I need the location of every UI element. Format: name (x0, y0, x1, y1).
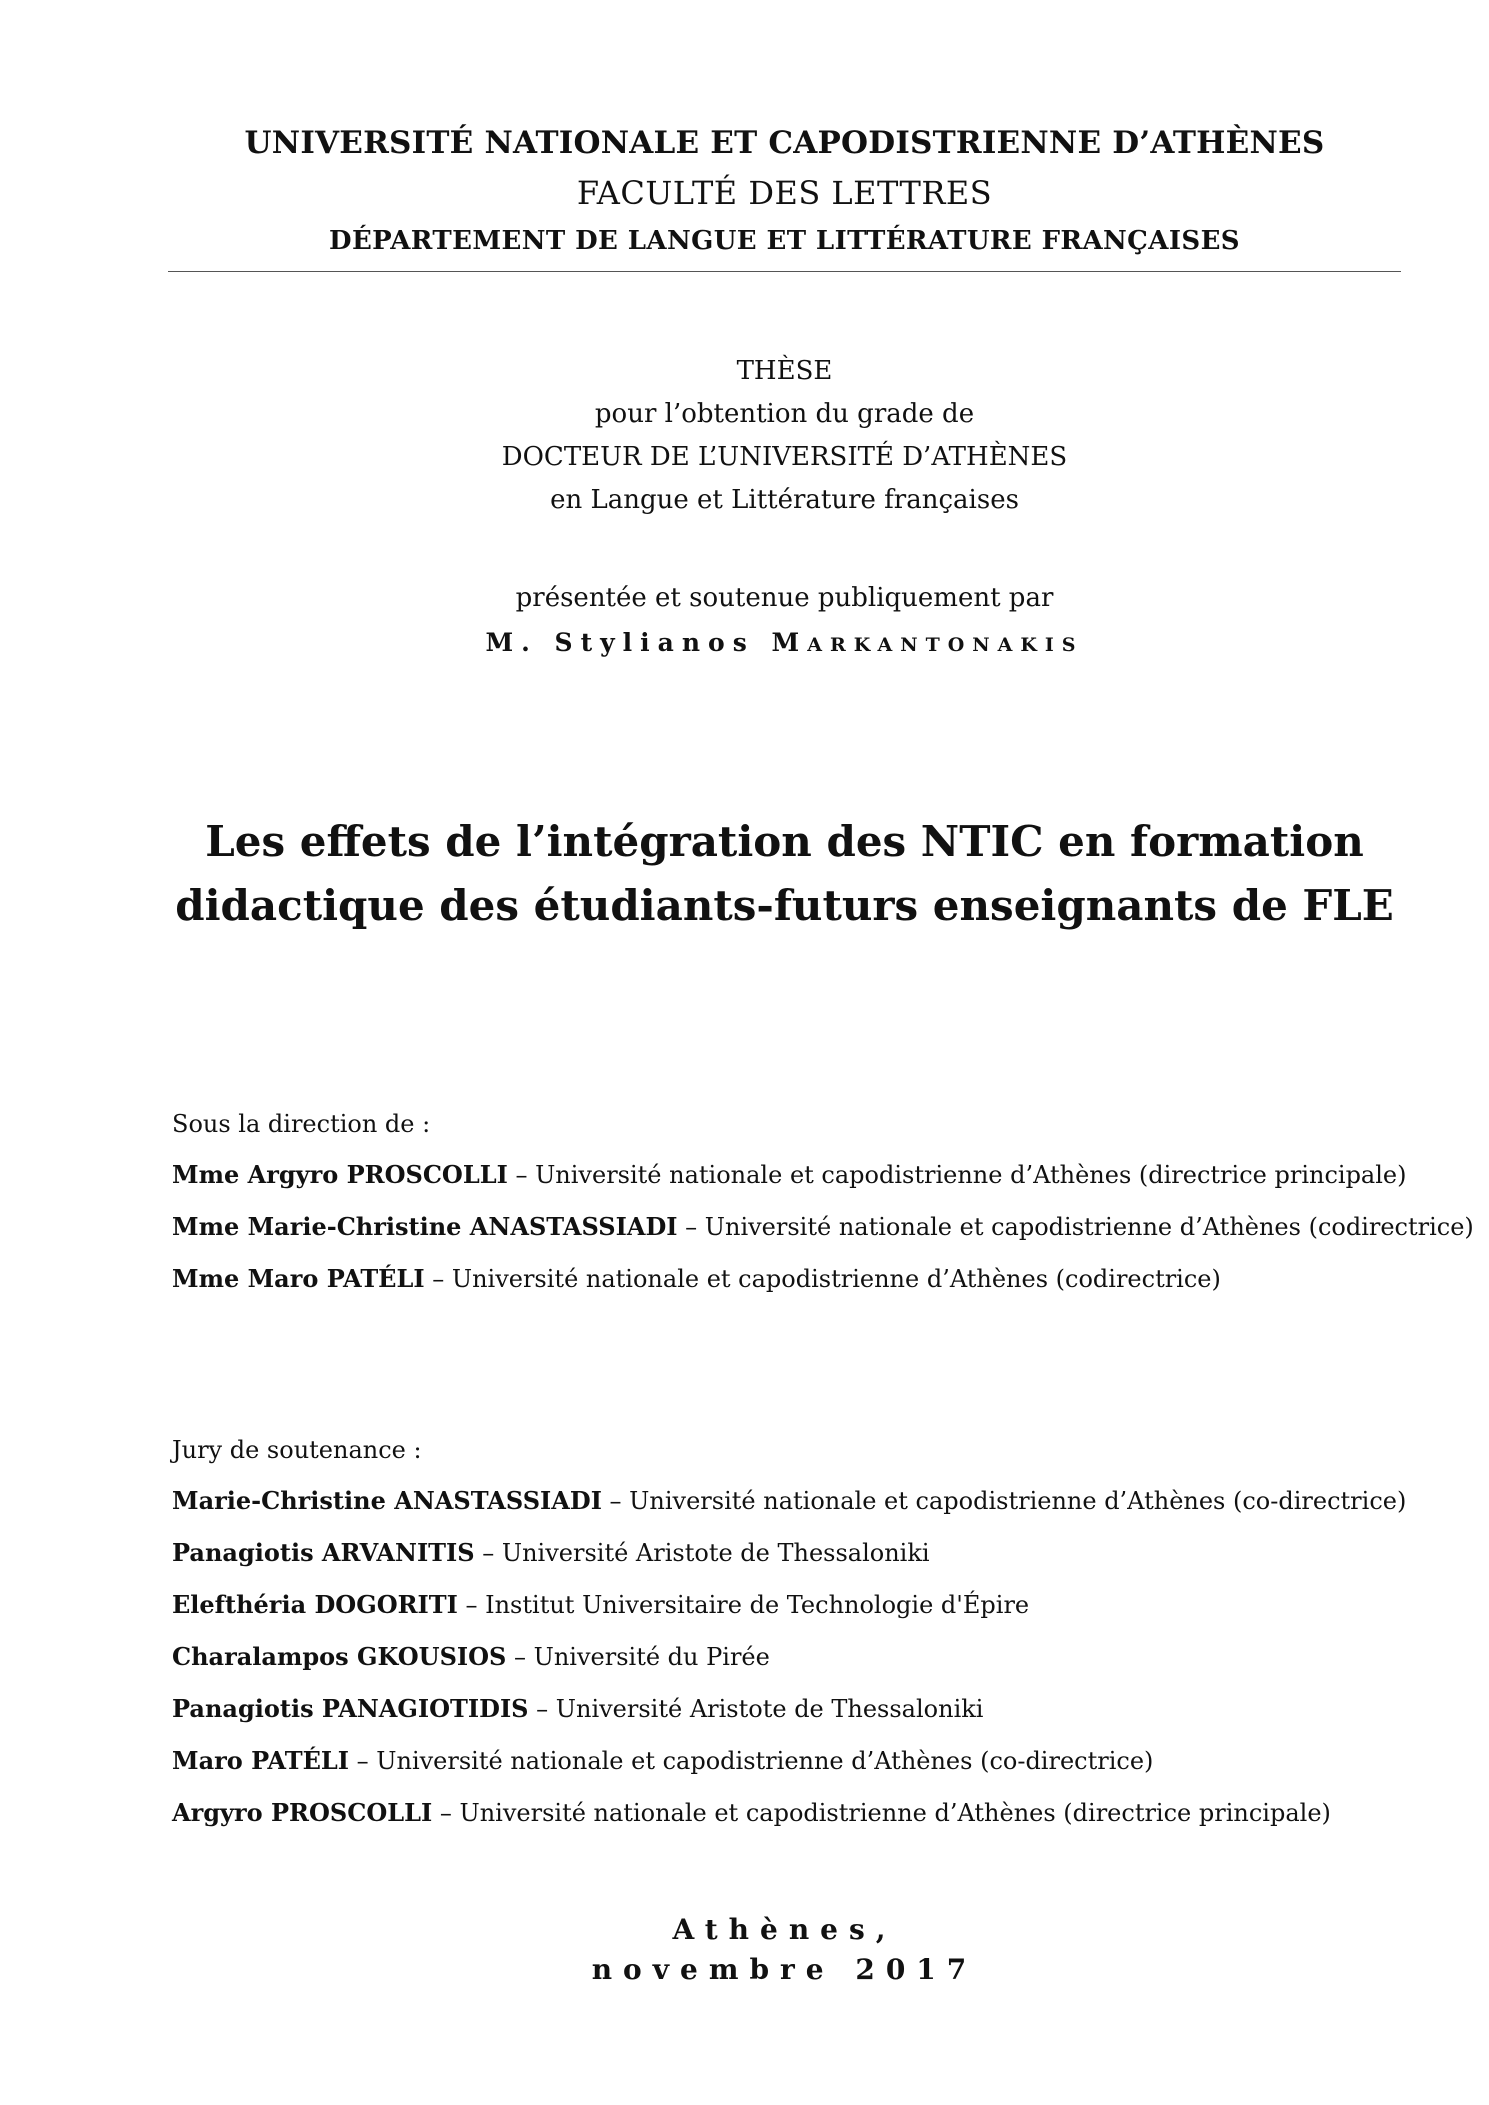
title-line-2: didactique des étudiants-futurs enseignants de FLE (175, 881, 1394, 930)
title-line-1: Les effets de l’intégration des NTIC en formation (205, 817, 1364, 866)
faculty-name: FACULTÉ DES LETTRES (576, 174, 993, 212)
member-affiliation: – Université nationale et capodistrienne d’Athènes (co-directrice) (349, 1747, 1154, 1775)
list-item (172, 1579, 1432, 1631)
member-affiliation: – Université Aristote de Thessaloniki (528, 1695, 984, 1723)
member-name: Panagiotis ARVANITIS (172, 1538, 475, 1567)
member-name: Mme Argyro PROSCOLLI (172, 1160, 508, 1189)
author-name (168, 620, 1401, 668)
direction-label: Sous la direction de : (172, 1110, 431, 1138)
direction-section (172, 1104, 1474, 1305)
list-item (172, 1201, 1474, 1253)
jury-label: Jury de soutenance : (172, 1436, 422, 1464)
member-name: Elefthéria DOGORITI (172, 1590, 458, 1619)
member-name: Panagiotis PANAGIOTIDIS (172, 1694, 529, 1723)
thesis-field: en Langue et Littérature françaises (550, 485, 1019, 515)
member-name: Mme Maro PATÉLI (172, 1264, 425, 1293)
author-prefix: M. Stylianos (485, 628, 755, 657)
presented-by: présentée et soutenue publiquement par (515, 583, 1054, 613)
header-divider (168, 271, 1401, 272)
member-affiliation: – Université du Pirée (506, 1643, 770, 1671)
date: novembre 2017 (591, 1953, 978, 1986)
thesis-degree: DOCTEUR DE L’UNIVERSITÉ D’ATHÈNES (501, 442, 1068, 472)
list-item (172, 1527, 1432, 1579)
author-surname-initial: M (771, 628, 808, 657)
list-item (172, 1475, 1432, 1527)
thesis-info (168, 350, 1401, 522)
presentation-info (168, 577, 1401, 668)
member-affiliation: – Institut Universitaire de Technologie d'Épire (457, 1591, 1030, 1619)
list-item (172, 1735, 1432, 1787)
place: Athènes, (672, 1913, 897, 1946)
list-item (172, 1149, 1432, 1201)
list-item (172, 1787, 1432, 1839)
member-affiliation: – Université nationale et capodistrienne d’Athènes (directrice principale) (507, 1161, 1407, 1189)
member-name: Argyro PROSCOLLI (172, 1798, 433, 1827)
thesis-title (168, 810, 1401, 938)
member-name: Mme Marie-Christine ANASTASSIADI (172, 1212, 678, 1241)
department-name: DÉPARTEMENT DE LANGUE ET LITTÉRATURE FRANÇAISES (329, 226, 1240, 256)
thesis-type: THÈSE (736, 356, 833, 386)
list-item (172, 1631, 1432, 1683)
member-affiliation: – Université nationale et capodistrienne d’Athènes (codirectrice) (424, 1265, 1221, 1293)
member-affiliation: – Université Aristote de Thessaloniki (474, 1539, 930, 1567)
member-affiliation: – Université nationale et capodistrienne d’Athènes (co-directrice) (601, 1487, 1407, 1515)
member-affiliation: – Université nationale et capodistrienne d’Athènes (directrice principale) (432, 1799, 1331, 1827)
author-surname-rest: ARKANTONAKIS (807, 634, 1084, 656)
jury-section (172, 1430, 1432, 1839)
member-affiliation: – Université nationale et capodistrienne d’Athènes (codirectrice) (677, 1213, 1474, 1241)
university-name: UNIVERSITÉ NATIONALE ET CAPODISTRIENNE D’ATHÈNES (244, 125, 1325, 161)
member-name: Marie-Christine ANASTASSIADI (172, 1486, 602, 1515)
list-item (172, 1253, 1432, 1305)
thesis-purpose: pour l’obtention du grade de (594, 399, 975, 429)
member-name: Charalampos GKOUSIOS (172, 1642, 507, 1671)
list-item (172, 1683, 1432, 1735)
member-name: Maro PATÉLI (172, 1746, 349, 1775)
place-and-date (168, 1910, 1401, 1990)
institution-header (168, 118, 1401, 264)
